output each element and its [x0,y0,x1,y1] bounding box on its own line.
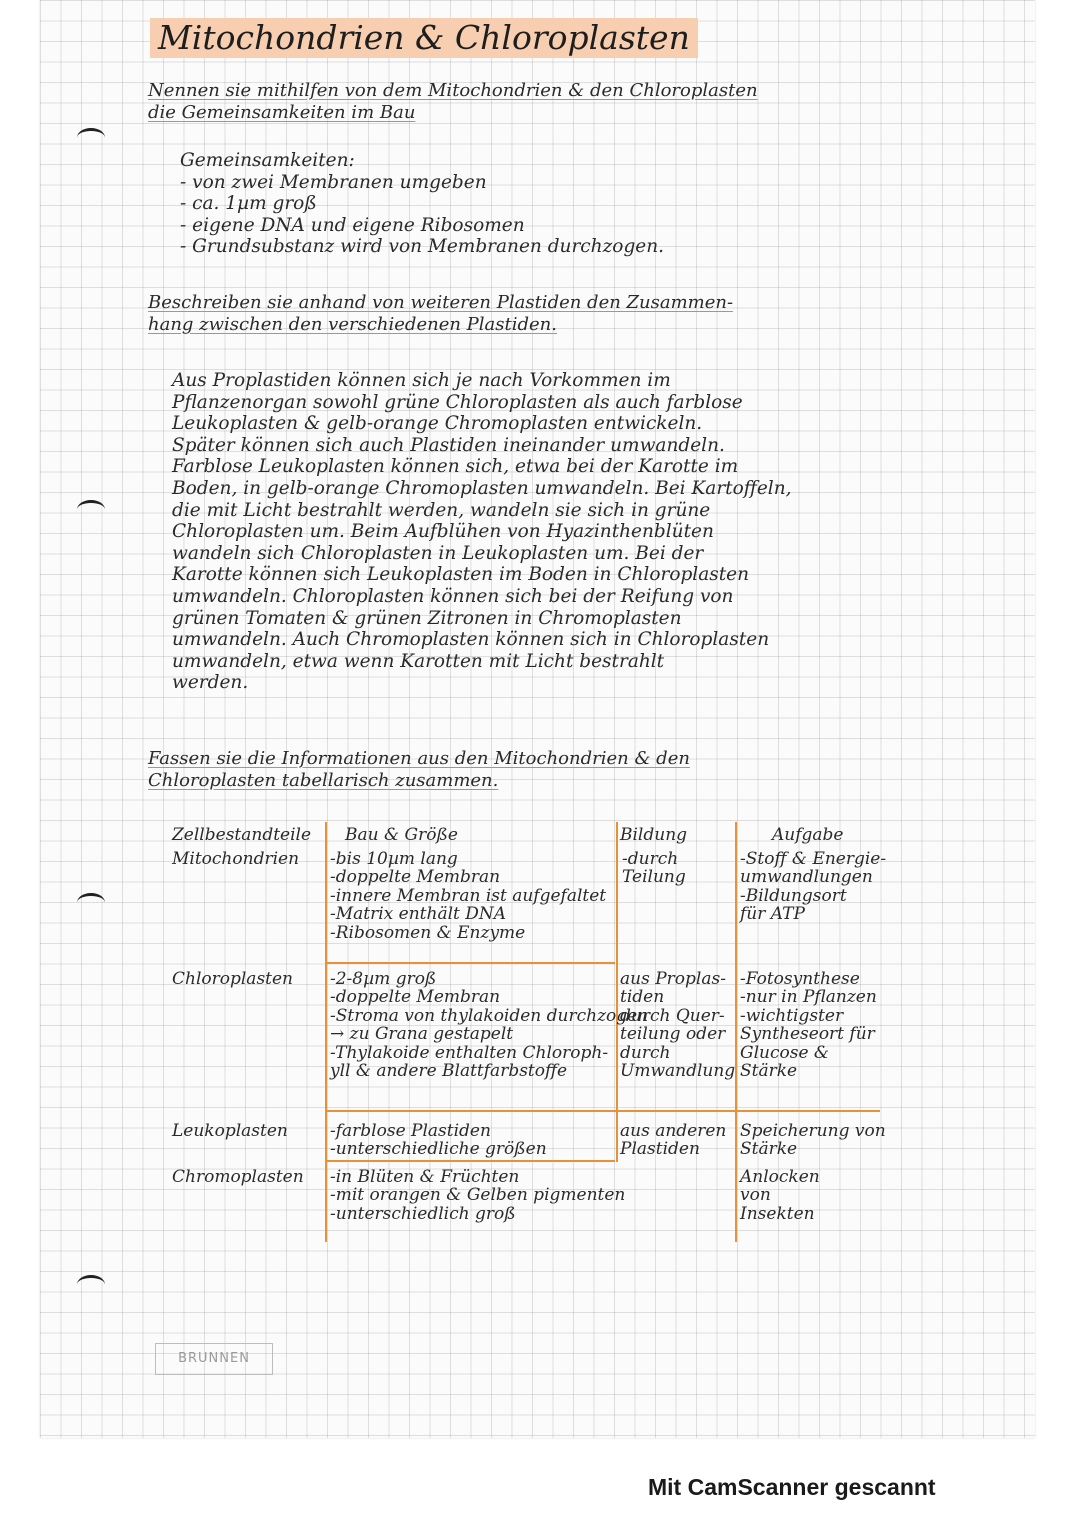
cell-line: -Matrix enthält DNA [330,904,507,925]
table-cell-aufgabe [740,970,877,1080]
table-row-divider [325,1160,615,1162]
cell-line: durch Quer- [620,1005,725,1026]
cell-line: -Stroma von thylakoiden durchzogen [330,1005,649,1026]
cell-line: -in Blüten & Früchten [330,1167,520,1187]
cell-line: für ATP [740,904,805,925]
cell-line: von [740,1185,771,1206]
table-cell-bau [330,850,606,942]
punch-hole-mark [77,893,105,912]
table-cell-bau [330,970,648,1080]
cell-line: → zu Grana gestapelt [330,1024,514,1045]
commonality-item: - eigene DNA und eigene Ribosomen [180,214,525,236]
scanner-watermark: Mit CamScanner gescannt [648,1474,936,1500]
commonality-item: - ca. 1µm groß [180,193,317,214]
table-cell-bau [330,1168,625,1223]
paragraph-line: Leukoplasten & gelb-orange Chromoplasten entwickeln. [172,413,703,435]
cell-line: -durch [622,849,679,869]
task-2 [148,292,888,336]
task-1-line: Nennen sie mithilfen von dem Mitochondrien & den Chloroplasten [148,80,758,101]
table-header-cell: Bildung [620,825,688,845]
cell-line: -Fotosynthese [740,969,860,989]
paragraph-line: Boden, in gelb-orange Chromoplasten umwandeln. Bei Kartoffeln, [172,477,792,499]
cell-line: Stärke [740,1139,798,1160]
table-column-divider [735,822,737,1242]
cell-line: umwandlungen [740,867,873,888]
cell-line: Speicherung von [740,1121,886,1141]
table-row-divider [325,962,615,964]
cell-line: -wichtigster [740,1005,844,1026]
cell-line: Umwandlung [620,1061,736,1082]
table-cell-aufgabe [740,1168,820,1223]
cell-line: -mit orangen & Gelben pigmenten [330,1185,626,1206]
paragraph-line: umwandeln, etwa wenn Karotten mit Licht bestrahlt [172,650,665,672]
paragraph-line: Später können sich auch Plastiden ineinander umwandeln. [172,434,725,456]
paragraph-line: Pflanzenorgan sowohl grüne Chloroplasten als auch farblose [172,391,743,413]
page-title: Mitochondrien & Chloroplasten [150,18,698,58]
table-row-label: Leukoplasten [172,1121,288,1141]
task-2-line: hang zwischen den verschiedenen Plastiden. [148,314,557,335]
commonality-item: - Grundsubstanz wird von Membranen durchzogen. [180,236,665,257]
cell-line: -2-8µm groß [330,969,437,989]
cell-line: -Stoff & Energie- [740,849,887,869]
table-column-divider [325,822,327,1242]
commonalities-list [180,150,880,258]
cell-line: aus anderen [620,1121,727,1141]
brand-stamp-logo: BRUNNEN [155,1343,273,1375]
paragraph-line: werden. [172,672,249,694]
table-cell-bau [330,1122,547,1159]
cell-line: -bis 10µm lang [330,849,458,869]
commonality-item: - von zwei Membranen umgeben [180,171,487,193]
cell-line: -unterschiedlich groß [330,1203,516,1224]
table-cell-bildung [622,850,686,887]
table-cell-bildung [620,970,735,1080]
table-header-cell: Aufgabe [772,825,844,845]
cell-line: -Thylakoide enthalten Chloroph- [330,1042,609,1063]
paragraph-line: Chloroplasten um. Beim Aufblühen von Hyazinthenblüten [172,521,714,543]
plastid-paragraph [172,370,862,694]
table-row-label: Chloroplasten [172,969,294,989]
paragraph-line: wandeln sich Chloroplasten in Leukoplasten um. Bei der [172,542,704,564]
task-2-line: Beschreiben sie anhand von weiteren Plastiden den Zusammen- [148,292,734,313]
cell-line: -Bildungsort [740,885,847,906]
paragraph-line: Farblose Leukoplasten können sich, etwa bei der Karotte im [172,456,739,478]
task-1-line: die Gemeinsamkeiten im Bau [148,102,416,123]
cell-line: Insekten [740,1203,815,1224]
cell-line: Glucose & [740,1042,830,1063]
cell-line: -farblose Plastiden [330,1121,491,1141]
cell-line: Anlocken [740,1167,820,1187]
table-row-label: Chromoplasten [172,1167,304,1187]
cell-line: Teilung [622,867,686,888]
paragraph-line: die mit Licht bestrahlt werden, wandeln sie sich in grüne [172,499,711,521]
table-row-divider [325,1110,880,1112]
paragraph-line: Aus Proplastiden können sich je nach Vorkommen im [172,370,671,391]
cell-line: durch [620,1042,671,1063]
table-cell-aufgabe [740,1122,886,1159]
table-cell-aufgabe [740,850,886,924]
cell-line: yll & andere Blattfarbstoffe [330,1061,568,1082]
task-3-line: Chloroplasten tabellarisch zusammen. [148,770,499,791]
paragraph-line: umwandeln. Chloroplasten können sich bei der Reifung von [172,585,734,607]
paragraph-line: grünen Tomaten & grünen Zitronen in Chromoplasten [172,607,682,629]
cell-line: tiden [620,987,665,1008]
table-header-cell: Zellbestandteile [172,825,312,845]
task-3 [148,748,888,792]
task-3-line: Fassen sie die Informationen aus den Mitochondrien & den [148,748,690,769]
cell-line: aus Proplas- [620,969,726,989]
cell-line: -Ribosomen & Enzyme [330,922,526,943]
cell-line: -doppelte Membran [330,867,501,888]
punch-hole-mark [77,1275,105,1294]
cell-line: -nur in Pflanzen [740,987,877,1008]
table-row-label: Mitochondrien [172,849,300,869]
table-header-cell: Bau & Größe [345,825,458,845]
cell-line: Syntheseort für [740,1024,875,1045]
paragraph-line: Karotte können sich Leukoplasten im Boden in Chloroplasten [172,564,750,586]
cell-line: -doppelte Membran [330,987,501,1008]
punch-hole-mark [77,128,105,147]
table-cell-bildung [620,1122,726,1159]
cell-line: -unterschiedliche größen [330,1139,547,1160]
cell-line: Stärke [740,1061,798,1082]
task-1 [148,80,888,124]
commonalities-heading: Gemeinsamkeiten: [180,150,355,171]
paragraph-line: umwandeln. Auch Chromoplasten können sich in Chloroplasten [172,629,770,651]
cell-line: -innere Membran ist aufgefaltet [330,885,607,906]
cell-line: teilung oder [620,1024,726,1045]
cell-line: Plastiden [620,1139,700,1160]
punch-hole-mark [77,500,105,519]
